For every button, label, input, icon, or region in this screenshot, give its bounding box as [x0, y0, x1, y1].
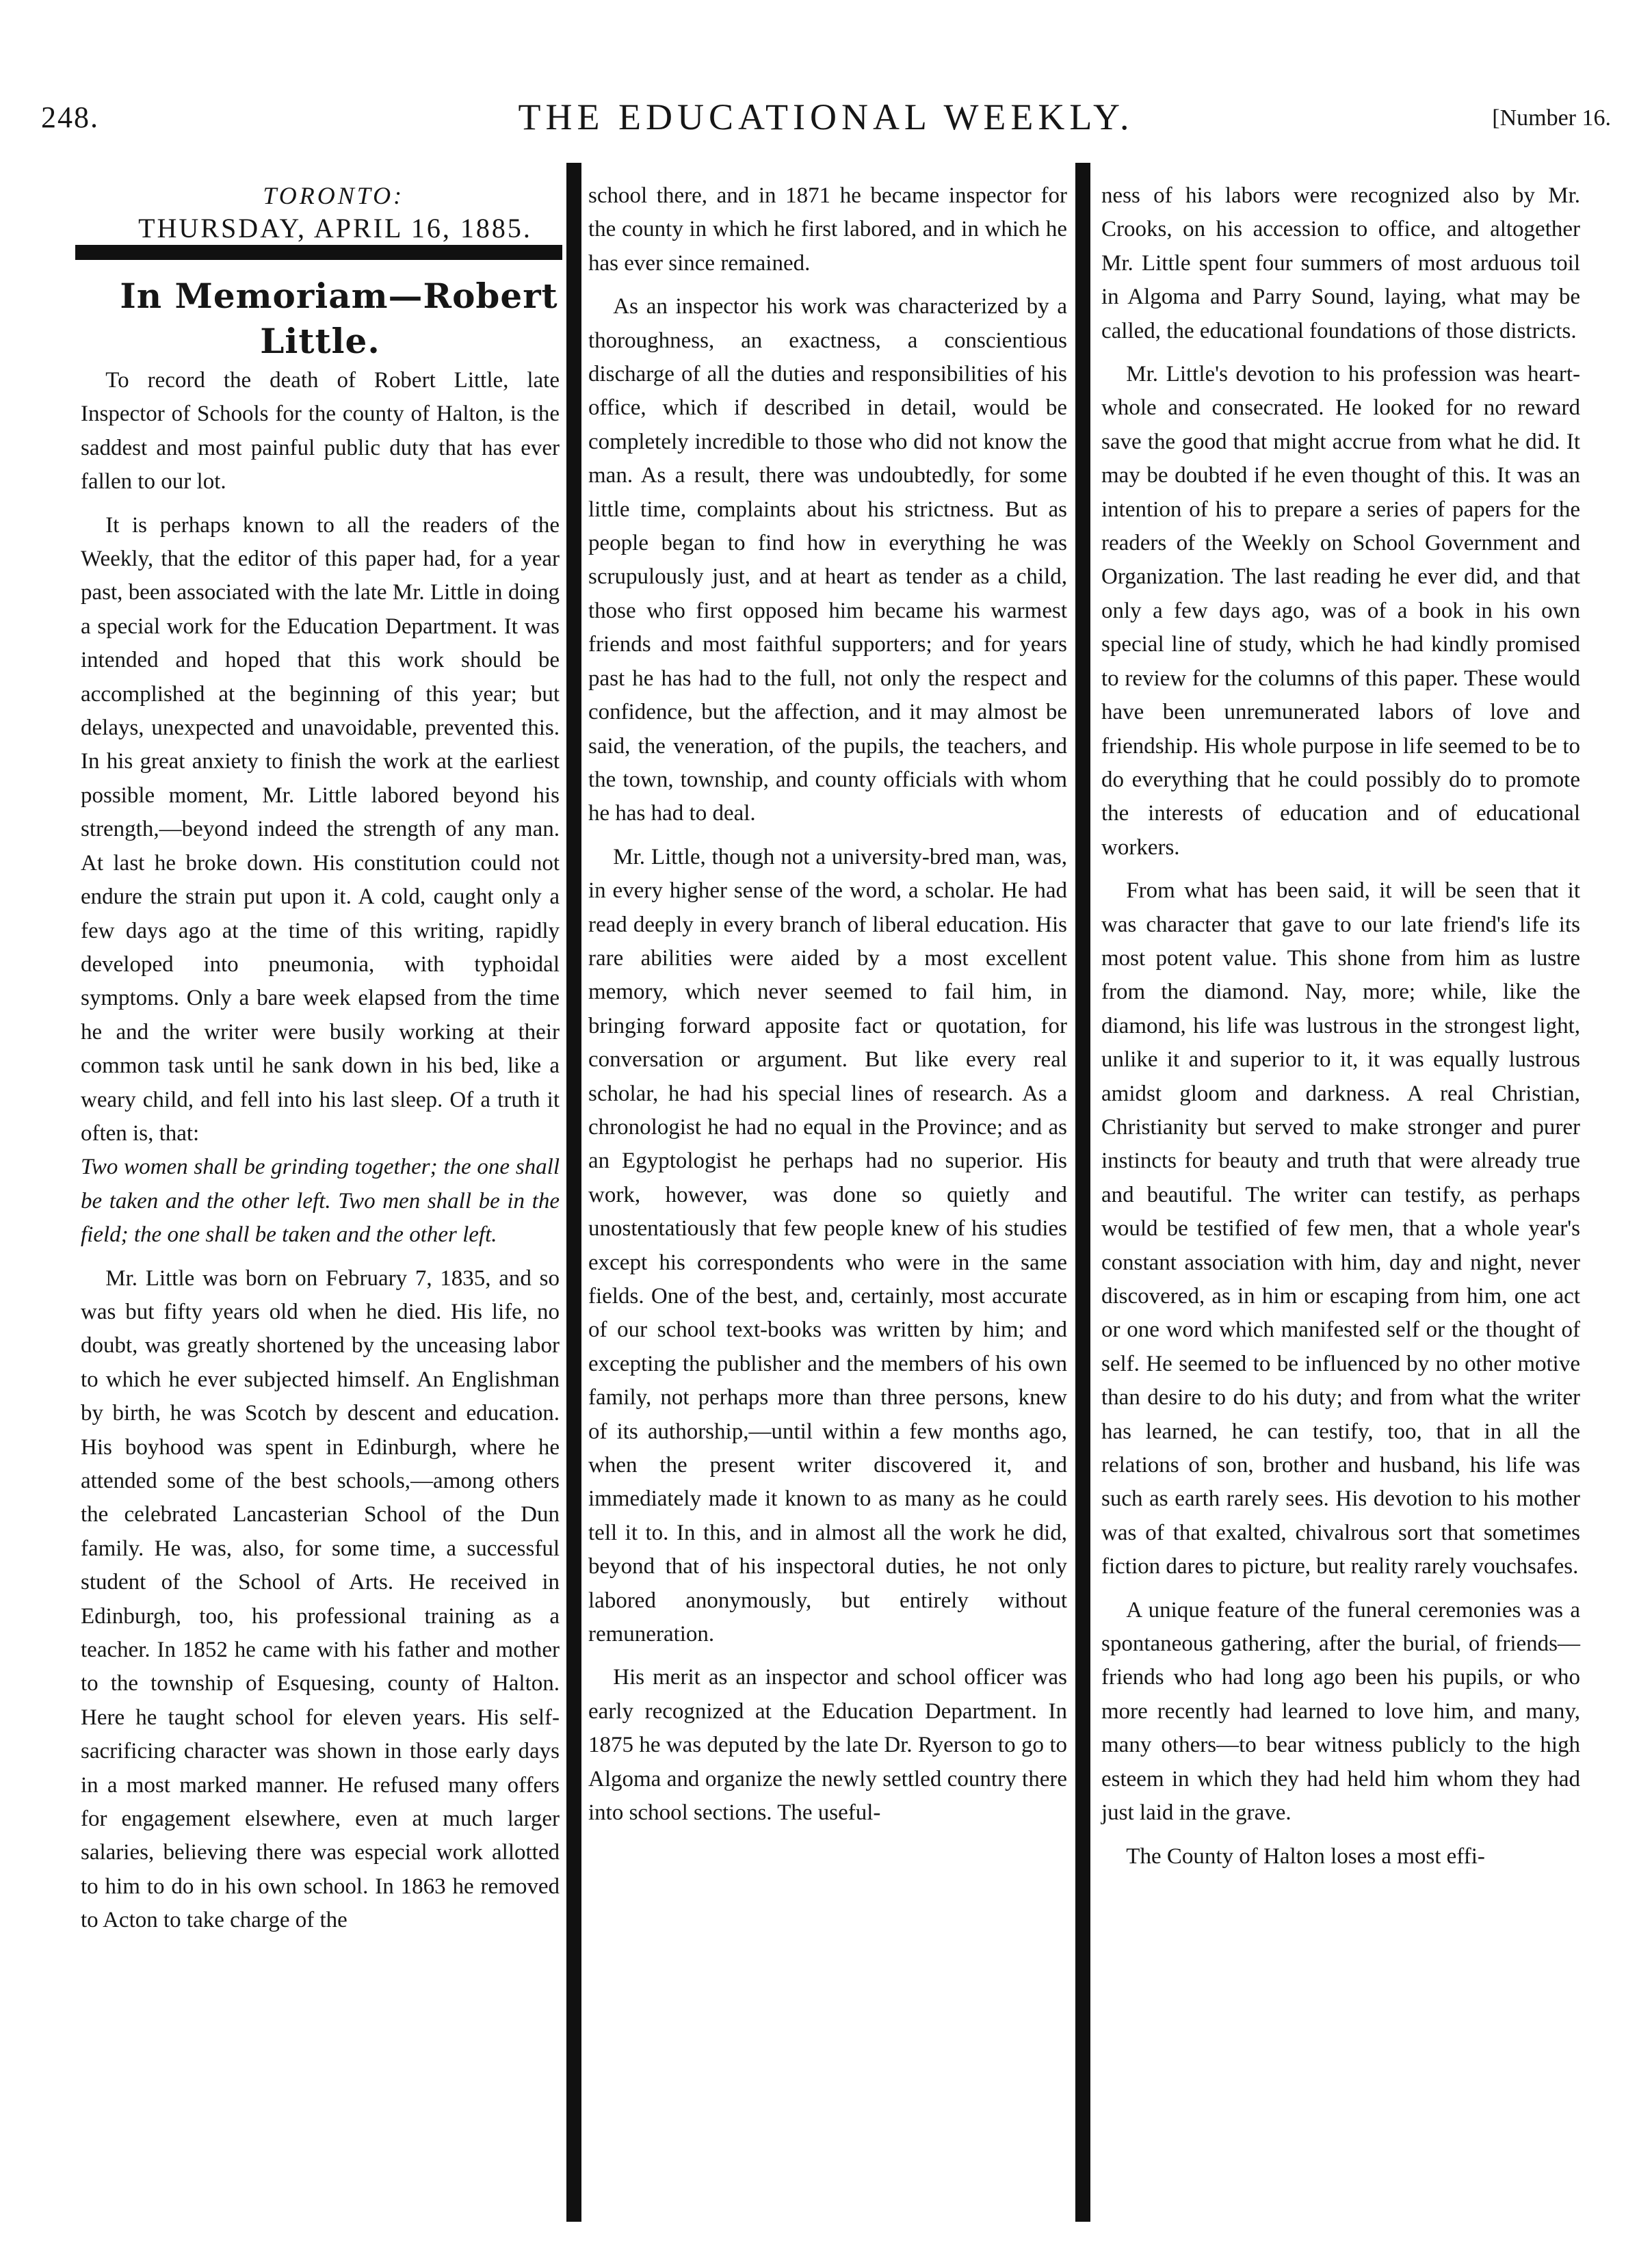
paragraph: A unique feature of the funeral ceremonies was a spontaneous gathering, after the burial, of friends—friends who had long ago been his pupils, or who more recently had learned to love him, and many, many others—to bear witness publicly to the high esteem in which they had held him whom they had just laid in the grave.	[1101, 1597, 1580, 1826]
article-heading: In Memoriam—Robert Little.	[120, 276, 558, 361]
column-rule-left	[566, 163, 581, 2222]
paragraph: As an inspector his work was characterized by a thoroughness, an exactness, a conscientious discharge of all the duties and responsibilities of his office, which if described in detail, would be completely incredible to those who did not know the man. As a result, there was undoubtedly, for some little time, complaints about his strictness. But as people began to find how in everything he was scrupulously just, and at heart as tender as a child, those who first opposed him became his warmest friends and most faithful supporters; and for years past he has had to the full, not only the respect and confidence, but the affection, and it may almost be said, the veneration, of the pupils, the teachers, and the town, township, and county officials with whom he has had to deal.	[588, 294, 1067, 826]
paragraph: His merit as an inspector and school officer was early recognized at the Education Department. In 1875 he was deputed by the late Dr. Ryerson to go to Algoma and organize the newly settled country there into school sections. The useful-	[588, 1665, 1067, 1826]
dateline-date: THURSDAY, APRIL 16, 1885.	[138, 213, 532, 244]
paragraph: Mr. Little's devotion to his profession was heart-whole and consecrated. He looked for no reward save the good that might accrue from what he did. It may be doubted if he even thought of this. It was an intention of his to prepare a series of papers for the readers of the Weekly on School Government and Organization. The last reading he ever did, and that only a few days ago, was of a book in his own special line of study, which he had kindly promised to review for the columns of this paper. These would have been unremunerated labors of love and friendship. His whole purpose in life seemed to be to do everything that he could possibly do to promote the interests of education and of educational workers.	[1101, 362, 1580, 860]
article-column-1	[81, 179, 560, 1938]
article-column-2	[588, 179, 1067, 1830]
heading-bar	[75, 245, 562, 260]
paragraph: From what has been said, it will be seen that it was character that gave to our late friend's life its most potent value. This shone from him as lustre from the diamond. Nay, more; while, like the diamond, his life was lustrous in the strongest light, unlike it and superior to it, it was equally lustrous amidst gloom and darkness. A real Christian, Christianity but served to make stronger and purer instincts for beauty and truth that were already true and beautiful. The writer can testify, as perhaps would be testified of few men, that a whole year's constant association with him, day and night, never discovered, as in him or escaping from him, one act or one word which manifested self or the thought of self. He seemed to be influenced by no other motive than desire to do his duty; and from what the writer has learned, he can testify, too, that in all the relations of son, brother and husband, his life was such as earth rarely sees. His devotion to his mother was of that exalted, chivalrous sort that sometimes fiction dares to picture, but reality rarely vouchsafes.	[1101, 878, 1580, 1579]
paragraph: To record the death of Robert Little, late Inspector of Schools for the county of Halton, is the saddest and most painful public duty that has ever fallen to our lot.	[81, 368, 560, 495]
article-column-3	[1101, 179, 1580, 1874]
paragraph: It is perhaps known to all the readers of the Weekly, that the editor of this paper had, for a year past, been associated with the late Mr. Little in doing a special work for the Education Department. It was intended and hoped that this work should be accomplished at the beginning of this year; but delays, unexpected and unavoidable, prevented this. In his great anxiety to finish the work at the earliest possible moment, Mr. Little labored beyond his strength,—beyond indeed the strength of any man. At last he broke down. His constitution could not endure the strain put upon it. A cold, caught only a few days ago at the time of this writing, rapidly developed into pneumonia, with typhoidal symptoms. Only a bare week elapsed from the time he and the writer were busily working at their common task until he sank down in his bed, like a weary child, and fell into his last sleep. Of a truth it often is, that:	[81, 512, 560, 1146]
column-rule-right	[1075, 163, 1090, 2222]
scripture-quote: Two women shall be grinding together; the one shall be taken and the other left. Two men shall be in the field; the one shall be taken and the other left.	[81, 1155, 560, 1248]
issue-number: [Number 16.	[1492, 105, 1611, 131]
publication-title: THE EDUCATIONAL WEEKLY.	[518, 96, 1134, 137]
paragraph: The County of Halton loses a most effi-	[1126, 1843, 1485, 1869]
paragraph: school there, and in 1871 he became inspector for the county in which he first labored, and in which he has ever since remained.	[588, 183, 1067, 276]
page-number: 248.	[41, 101, 99, 134]
paragraph: ness of his labors were recognized also by Mr. Crooks, on his accession to office, and altogether Mr. Little spent four summers of most arduous toil in Algoma and Parry Sound, laying, what may be called, the educational foundations of those districts.	[1101, 183, 1580, 343]
dateline-place: TORONTO:	[263, 182, 405, 209]
paragraph: Mr. Little, though not a university-bred man, was, in every higher sense of the word, a scholar. He had read deeply in every branch of liberal education. His rare abilities were aided by a most excellent memory, which never seemed to fail him, in bringing forward apposite fact or quotation, for conversation or argument. But like every real scholar, he had his special lines of research. As a chronologist he had no equal in the Province; and as an Egyptologist he perhaps had no superior. His work, however, was done so quietly and unostentatiously that few people knew of his studies except his correspondents who were in the same fields. One of the best, and, certainly, most accurate of our school text-books was written by him; and excepting the publisher and the members of his own family, not perhaps more than three persons, knew of its authorship,—until within a few months ago, when the present writer discovered it, and immediately made it known to as many as he could tell it to. In this, and in almost all the work he did, beyond that of his inspectoral duties, he not only labored anonymously, but entirely without remuneration.	[588, 844, 1067, 1647]
masthead	[41, 96, 1611, 144]
paragraph: Mr. Little was born on February 7, 1835, and so was but fifty years old when he died. His life, no doubt, was greatly shortened by the unceasing labor to which he ever subjected himself. An Englishman by birth, he was Scotch by descent and education. His boyhood was spent in Edinburgh, where he attended some of the best schools,—among others the celebrated Lancasterian School of the Dun family. He was, also, for some time, a successful student of the School of Arts. He received in Edinburgh, too, his professional training as a teacher. In 1852 he came with his father and mother to the township of Esquesing, county of Halton. Here he taught school for eleven years. His self-sacrificing character was shown in those early days in a most marked manner. He refused many offers for engagement elsewhere, even at much larger salaries, believing there was especial work allotted to him to do in his own school. In 1863 he removed to Acton to take charge of the	[81, 1265, 560, 1933]
